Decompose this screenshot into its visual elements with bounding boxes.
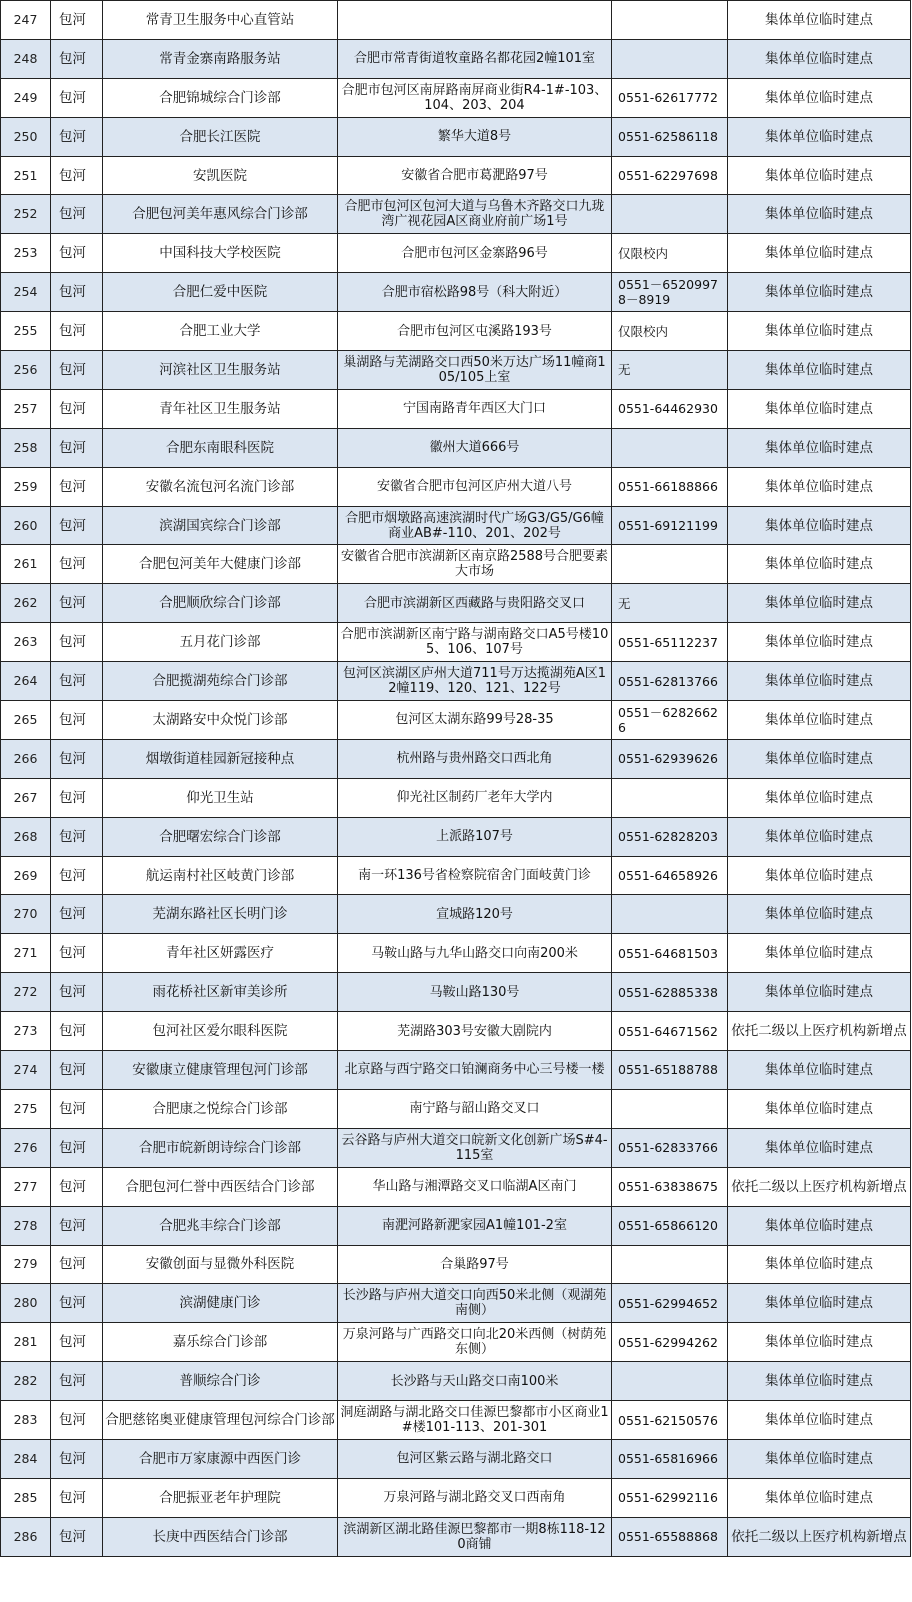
- site-name-cell: 合肥锦城综合门诊部: [103, 78, 338, 117]
- phone-cell: [612, 1362, 728, 1401]
- address-cell: 华山路与湘潭路交叉口临湖A区南门: [338, 1167, 612, 1206]
- address-cell: 合肥市宿松路98号（科大附近）: [338, 273, 612, 312]
- address-cell: 安徽省合肥市包河区庐州大道八号: [338, 467, 612, 506]
- site-name-cell: 仰光卫生站: [103, 778, 338, 817]
- row-number: 259: [1, 467, 51, 506]
- row-number: 286: [1, 1517, 51, 1556]
- district-cell: 包河: [51, 545, 103, 584]
- address-cell: 万泉河路与湖北路交叉口西南角: [338, 1478, 612, 1517]
- site-type-cell: 集体单位临时建点: [728, 1362, 911, 1401]
- address-cell: 繁华大道8号: [338, 117, 612, 156]
- phone-cell: 0551－65209978－8919: [612, 273, 728, 312]
- site-name-cell: 合肥长江医院: [103, 117, 338, 156]
- site-type-cell: 集体单位临时建点: [728, 1051, 911, 1090]
- phone-cell: 0551-65866120: [612, 1206, 728, 1245]
- row-number: 278: [1, 1206, 51, 1245]
- district-cell: 包河: [51, 1012, 103, 1051]
- row-number: 276: [1, 1128, 51, 1167]
- site-type-cell: 集体单位临时建点: [728, 195, 911, 234]
- address-cell: 长沙路与庐州大道交口向西50米北侧（观湖苑南侧）: [338, 1284, 612, 1323]
- district-cell: 包河: [51, 934, 103, 973]
- district-cell: 包河: [51, 1439, 103, 1478]
- district-cell: 包河: [51, 662, 103, 701]
- site-type-cell: 集体单位临时建点: [728, 1245, 911, 1284]
- site-name-cell: 五月花门诊部: [103, 623, 338, 662]
- row-number: 264: [1, 662, 51, 701]
- phone-cell: 0551-65188788: [612, 1051, 728, 1090]
- phone-cell: [612, 778, 728, 817]
- phone-cell: 0551-65588868: [612, 1517, 728, 1556]
- row-number: 273: [1, 1012, 51, 1051]
- phone-cell: 0551-69121199: [612, 506, 728, 545]
- address-cell: 芜湖路303号安徽大剧院内: [338, 1012, 612, 1051]
- site-name-cell: 合肥顺欣综合门诊部: [103, 584, 338, 623]
- district-cell: 包河: [51, 895, 103, 934]
- address-cell: 安徽省合肥市葛淝路97号: [338, 156, 612, 195]
- site-name-cell: 安徽名流包河名流门诊部: [103, 467, 338, 506]
- phone-cell: [612, 39, 728, 78]
- address-cell: 马鞍山路130号: [338, 973, 612, 1012]
- site-name-cell: 合肥市皖新朗诗综合门诊部: [103, 1128, 338, 1167]
- site-name-cell: 合肥揽湖苑综合门诊部: [103, 662, 338, 701]
- address-cell: 合肥市包河区南屏路南屏商业街R4-1#-103、104、203、204: [338, 78, 612, 117]
- site-name-cell: 合肥曙宏综合门诊部: [103, 817, 338, 856]
- district-cell: 包河: [51, 195, 103, 234]
- site-name-cell: 合肥包河仁誉中西医结合门诊部: [103, 1167, 338, 1206]
- row-number: 253: [1, 234, 51, 273]
- district-cell: 包河: [51, 389, 103, 428]
- phone-cell: [612, 428, 728, 467]
- phone-cell: 0551-64658926: [612, 856, 728, 895]
- row-number: 251: [1, 156, 51, 195]
- table-row: [1, 1517, 911, 1556]
- row-number: 248: [1, 39, 51, 78]
- phone-cell: 无: [612, 351, 728, 390]
- district-cell: 包河: [51, 1089, 103, 1128]
- table-row: [1, 701, 911, 740]
- address-cell: 包河区太湖东路99号28-35: [338, 701, 612, 740]
- district-cell: 包河: [51, 1051, 103, 1090]
- site-name-cell: 包河社区爱尔眼科医院: [103, 1012, 338, 1051]
- table-row: [1, 1128, 911, 1167]
- site-name-cell: 河滨社区卫生服务站: [103, 351, 338, 390]
- row-number: 283: [1, 1401, 51, 1440]
- address-cell: 巢湖路与芜湖路交口西50米万达广场11幢商105/105上室: [338, 351, 612, 390]
- address-cell: 宁国南路青年西区大门口: [338, 389, 612, 428]
- table-row: [1, 895, 911, 934]
- district-cell: 包河: [51, 39, 103, 78]
- site-name-cell: 合肥东南眼科医院: [103, 428, 338, 467]
- address-cell: 包河区紫云路与湖北路交口: [338, 1439, 612, 1478]
- address-cell: 南淝河路新淝家园A1幢101-2室: [338, 1206, 612, 1245]
- district-cell: 包河: [51, 312, 103, 351]
- phone-cell: 0551-62828203: [612, 817, 728, 856]
- site-type-cell: 集体单位临时建点: [728, 817, 911, 856]
- phone-cell: 0551-62617772: [612, 78, 728, 117]
- table-row: [1, 584, 911, 623]
- table-row: [1, 78, 911, 117]
- site-type-cell: 集体单位临时建点: [728, 1284, 911, 1323]
- row-number: 284: [1, 1439, 51, 1478]
- row-number: 277: [1, 1167, 51, 1206]
- site-type-cell: 集体单位临时建点: [728, 1128, 911, 1167]
- table-row: [1, 1167, 911, 1206]
- phone-cell: 0551-64681503: [612, 934, 728, 973]
- district-cell: 包河: [51, 817, 103, 856]
- table-row: [1, 39, 911, 78]
- site-type-cell: 集体单位临时建点: [728, 584, 911, 623]
- row-number: 263: [1, 623, 51, 662]
- phone-cell: [612, 1245, 728, 1284]
- table-row: [1, 1478, 911, 1517]
- row-number: 260: [1, 506, 51, 545]
- site-name-cell: 合肥市万家康源中西医门诊: [103, 1439, 338, 1478]
- district-cell: 包河: [51, 1284, 103, 1323]
- row-number: 281: [1, 1323, 51, 1362]
- table-row: [1, 467, 911, 506]
- site-name-cell: 太湖路安中众悦门诊部: [103, 701, 338, 740]
- phone-cell: 0551-62994652: [612, 1284, 728, 1323]
- table-row: [1, 623, 911, 662]
- site-name-cell: 烟墩街道桂园新冠接种点: [103, 739, 338, 778]
- address-cell: 合肥市包河区屯溪路193号: [338, 312, 612, 351]
- district-cell: 包河: [51, 623, 103, 662]
- address-cell: 合肥市包河区金寨路96号: [338, 234, 612, 273]
- site-name-cell: 合肥慈铭奥亚健康管理包河综合门诊部: [103, 1401, 338, 1440]
- site-type-cell: 集体单位临时建点: [728, 662, 911, 701]
- address-cell: 安徽省合肥市滨湖新区南京路2588号合肥要素大市场: [338, 545, 612, 584]
- row-number: 266: [1, 739, 51, 778]
- site-name-cell: 合肥康之悦综合门诊部: [103, 1089, 338, 1128]
- address-cell: 宣城路120号: [338, 895, 612, 934]
- row-number: 265: [1, 701, 51, 740]
- phone-cell: 0551-62992116: [612, 1478, 728, 1517]
- address-cell: 合肥市滨湖新区西藏路与贵阳路交叉口: [338, 584, 612, 623]
- site-type-cell: 依托二级以上医疗机构新增点: [728, 1167, 911, 1206]
- site-type-cell: 集体单位临时建点: [728, 506, 911, 545]
- site-name-cell: 合肥振亚老年护理院: [103, 1478, 338, 1517]
- table-row: [1, 1323, 911, 1362]
- table-row: [1, 389, 911, 428]
- phone-cell: 0551-62150576: [612, 1401, 728, 1440]
- district-cell: 包河: [51, 856, 103, 895]
- district-cell: 包河: [51, 78, 103, 117]
- row-number: 270: [1, 895, 51, 934]
- row-number: 267: [1, 778, 51, 817]
- address-cell: 杭州路与贵州路交口西北角: [338, 739, 612, 778]
- row-number: 261: [1, 545, 51, 584]
- address-cell: 南一环136号省检察院宿舍门面岐黄门诊: [338, 856, 612, 895]
- site-type-cell: 集体单位临时建点: [728, 778, 911, 817]
- phone-cell: 0551-62994262: [612, 1323, 728, 1362]
- table-row: [1, 545, 911, 584]
- district-cell: 包河: [51, 234, 103, 273]
- row-number: 275: [1, 1089, 51, 1128]
- address-cell: 长沙路与天山路交口南100米: [338, 1362, 612, 1401]
- phone-cell: 0551-62833766: [612, 1128, 728, 1167]
- table-row: [1, 506, 911, 545]
- site-name-cell: 芜湖东路社区长明门诊: [103, 895, 338, 934]
- site-type-cell: 集体单位临时建点: [728, 312, 911, 351]
- site-type-cell: 依托二级以上医疗机构新增点: [728, 1012, 911, 1051]
- phone-cell: 仅限校内: [612, 312, 728, 351]
- site-type-cell: 集体单位临时建点: [728, 934, 911, 973]
- table-row: [1, 312, 911, 351]
- row-number: 252: [1, 195, 51, 234]
- table-row: [1, 1401, 911, 1440]
- district-cell: 包河: [51, 973, 103, 1012]
- site-type-cell: 集体单位临时建点: [728, 545, 911, 584]
- table-body: [1, 1, 911, 1557]
- row-number: 257: [1, 389, 51, 428]
- district-cell: 包河: [51, 1362, 103, 1401]
- phone-cell: 0551-62813766: [612, 662, 728, 701]
- site-name-cell: 中国科技大学校医院: [103, 234, 338, 273]
- address-cell: 仰光社区制药厂老年大学内: [338, 778, 612, 817]
- table-row: [1, 428, 911, 467]
- row-number: 269: [1, 856, 51, 895]
- phone-cell: 0551-64462930: [612, 389, 728, 428]
- address-cell: 合巢路97号: [338, 1245, 612, 1284]
- phone-cell: 0551-62297698: [612, 156, 728, 195]
- site-name-cell: 合肥包河美年惠风综合门诊部: [103, 195, 338, 234]
- row-number: 285: [1, 1478, 51, 1517]
- row-number: 272: [1, 973, 51, 1012]
- phone-cell: 0551－62826626: [612, 701, 728, 740]
- district-cell: 包河: [51, 1245, 103, 1284]
- district-cell: 包河: [51, 1, 103, 40]
- row-number: 258: [1, 428, 51, 467]
- site-type-cell: 集体单位临时建点: [728, 78, 911, 117]
- row-number: 262: [1, 584, 51, 623]
- site-type-cell: 集体单位临时建点: [728, 273, 911, 312]
- site-name-cell: 长庚中西医结合门诊部: [103, 1517, 338, 1556]
- table-row: [1, 1206, 911, 1245]
- site-type-cell: 集体单位临时建点: [728, 39, 911, 78]
- address-cell: 洞庭湖路与湖北路交口佳源巴黎都市小区商业1#楼101-113、201-301: [338, 1401, 612, 1440]
- site-type-cell: 依托二级以上医疗机构新增点: [728, 1517, 911, 1556]
- row-number: 256: [1, 351, 51, 390]
- district-cell: 包河: [51, 584, 103, 623]
- row-number: 250: [1, 117, 51, 156]
- phone-cell: 0551-65112237: [612, 623, 728, 662]
- site-type-cell: 集体单位临时建点: [728, 973, 911, 1012]
- site-name-cell: 常青金寨南路服务站: [103, 39, 338, 78]
- district-cell: 包河: [51, 1167, 103, 1206]
- district-cell: 包河: [51, 739, 103, 778]
- table-row: [1, 1245, 911, 1284]
- row-number: 280: [1, 1284, 51, 1323]
- district-cell: 包河: [51, 701, 103, 740]
- site-name-cell: 合肥仁爱中医院: [103, 273, 338, 312]
- district-cell: 包河: [51, 1517, 103, 1556]
- site-type-cell: 集体单位临时建点: [728, 623, 911, 662]
- address-cell: [338, 1, 612, 40]
- phone-cell: 0551-62939626: [612, 739, 728, 778]
- site-name-cell: 航运南村社区岐黄门诊部: [103, 856, 338, 895]
- site-name-cell: 安徽创面与显微外科医院: [103, 1245, 338, 1284]
- phone-cell: 0551-66188866: [612, 467, 728, 506]
- phone-cell: [612, 895, 728, 934]
- row-number: 274: [1, 1051, 51, 1090]
- district-cell: 包河: [51, 1478, 103, 1517]
- address-cell: 合肥市烟墩路高速滨湖时代广场G3/G5/G6幢商业AB#-110、201、202号: [338, 506, 612, 545]
- table-row: [1, 1012, 911, 1051]
- phone-cell: [612, 195, 728, 234]
- phone-cell: 0551-62885338: [612, 973, 728, 1012]
- site-type-cell: 集体单位临时建点: [728, 351, 911, 390]
- site-name-cell: 滨湖国宾综合门诊部: [103, 506, 338, 545]
- phone-cell: 0551-62586118: [612, 117, 728, 156]
- district-cell: 包河: [51, 1401, 103, 1440]
- district-cell: 包河: [51, 428, 103, 467]
- address-cell: 徽州大道666号: [338, 428, 612, 467]
- row-number: 279: [1, 1245, 51, 1284]
- district-cell: 包河: [51, 1206, 103, 1245]
- site-type-cell: 集体单位临时建点: [728, 895, 911, 934]
- district-cell: 包河: [51, 506, 103, 545]
- site-type-cell: 集体单位临时建点: [728, 1089, 911, 1128]
- district-cell: 包河: [51, 117, 103, 156]
- phone-cell: 0551-64671562: [612, 1012, 728, 1051]
- address-cell: 南宁路与韶山路交叉口: [338, 1089, 612, 1128]
- site-name-cell: 青年社区卫生服务站: [103, 389, 338, 428]
- phone-cell: [612, 545, 728, 584]
- row-number: 247: [1, 1, 51, 40]
- phone-cell: 无: [612, 584, 728, 623]
- table-row: [1, 1284, 911, 1323]
- site-type-cell: 集体单位临时建点: [728, 156, 911, 195]
- table-row: [1, 1, 911, 40]
- table-row: [1, 817, 911, 856]
- district-cell: 包河: [51, 467, 103, 506]
- table-row: [1, 662, 911, 701]
- site-type-cell: 集体单位临时建点: [728, 467, 911, 506]
- table-row: [1, 195, 911, 234]
- district-cell: 包河: [51, 351, 103, 390]
- table-row: [1, 739, 911, 778]
- phone-cell: [612, 1, 728, 40]
- address-cell: 合肥市滨湖新区南宁路与湖南路交口A5号楼105、106、107号: [338, 623, 612, 662]
- address-cell: 马鞍山路与九华山路交口向南200米: [338, 934, 612, 973]
- row-number: 282: [1, 1362, 51, 1401]
- table-row: [1, 934, 911, 973]
- address-cell: 云谷路与庐州大道交口皖新文化创新广场S#4-115室: [338, 1128, 612, 1167]
- phone-cell: 0551-63838675: [612, 1167, 728, 1206]
- table-row: [1, 351, 911, 390]
- site-type-cell: 集体单位临时建点: [728, 428, 911, 467]
- site-type-cell: 集体单位临时建点: [728, 1401, 911, 1440]
- site-name-cell: 合肥工业大学: [103, 312, 338, 351]
- site-name-cell: 合肥包河美年大健康门诊部: [103, 545, 338, 584]
- site-name-cell: 合肥兆丰综合门诊部: [103, 1206, 338, 1245]
- site-type-cell: 集体单位临时建点: [728, 234, 911, 273]
- table-row: [1, 117, 911, 156]
- address-cell: 滨湖新区湖北路佳源巴黎都市一期8栋118-120商铺: [338, 1517, 612, 1556]
- table-row: [1, 778, 911, 817]
- site-name-cell: 普顺综合门诊: [103, 1362, 338, 1401]
- table-row: [1, 156, 911, 195]
- table-row: [1, 1439, 911, 1478]
- site-name-cell: 嘉乐综合门诊部: [103, 1323, 338, 1362]
- row-number: 254: [1, 273, 51, 312]
- site-name-cell: 常青卫生服务中心直管站: [103, 1, 338, 40]
- site-name-cell: 安徽康立健康管理包河门诊部: [103, 1051, 338, 1090]
- site-type-cell: 集体单位临时建点: [728, 1, 911, 40]
- site-type-cell: 集体单位临时建点: [728, 739, 911, 778]
- table-row: [1, 1362, 911, 1401]
- address-cell: 北京路与西宁路交口铂澜商务中心三号楼一楼: [338, 1051, 612, 1090]
- district-cell: 包河: [51, 273, 103, 312]
- row-number: 249: [1, 78, 51, 117]
- phone-cell: 0551-65816966: [612, 1439, 728, 1478]
- site-name-cell: 青年社区妍露医疗: [103, 934, 338, 973]
- site-type-cell: 集体单位临时建点: [728, 701, 911, 740]
- site-name-cell: 滨湖健康门诊: [103, 1284, 338, 1323]
- district-cell: 包河: [51, 778, 103, 817]
- address-cell: 上派路107号: [338, 817, 612, 856]
- site-type-cell: 集体单位临时建点: [728, 117, 911, 156]
- row-number: 268: [1, 817, 51, 856]
- site-name-cell: 雨花桥社区新审美诊所: [103, 973, 338, 1012]
- site-name-cell: 安凯医院: [103, 156, 338, 195]
- site-type-cell: 集体单位临时建点: [728, 389, 911, 428]
- table-row: [1, 1089, 911, 1128]
- address-cell: 万泉河路与广西路交口向北20米西侧（树荫苑东侧）: [338, 1323, 612, 1362]
- address-cell: 合肥市常青街道牧童路名都花园2幢101室: [338, 39, 612, 78]
- phone-cell: [612, 1089, 728, 1128]
- district-cell: 包河: [51, 1323, 103, 1362]
- site-type-cell: 集体单位临时建点: [728, 856, 911, 895]
- address-cell: 包河区滨湖区庐州大道711号万达揽湖苑A区12幢119、120、121、122号: [338, 662, 612, 701]
- site-type-cell: 集体单位临时建点: [728, 1439, 911, 1478]
- district-cell: 包河: [51, 1128, 103, 1167]
- district-cell: 包河: [51, 156, 103, 195]
- table-row: [1, 856, 911, 895]
- site-type-cell: 集体单位临时建点: [728, 1478, 911, 1517]
- site-type-cell: 集体单位临时建点: [728, 1323, 911, 1362]
- table-row: [1, 234, 911, 273]
- table-row: [1, 973, 911, 1012]
- row-number: 255: [1, 312, 51, 351]
- phone-cell: 仅限校内: [612, 234, 728, 273]
- row-number: 271: [1, 934, 51, 973]
- table-row: [1, 273, 911, 312]
- site-type-cell: 集体单位临时建点: [728, 1206, 911, 1245]
- address-cell: 合肥市包河区包河大道与乌鲁木齐路交口九珑湾广视花园A区商业府前广场1号: [338, 195, 612, 234]
- table-row: [1, 1051, 911, 1090]
